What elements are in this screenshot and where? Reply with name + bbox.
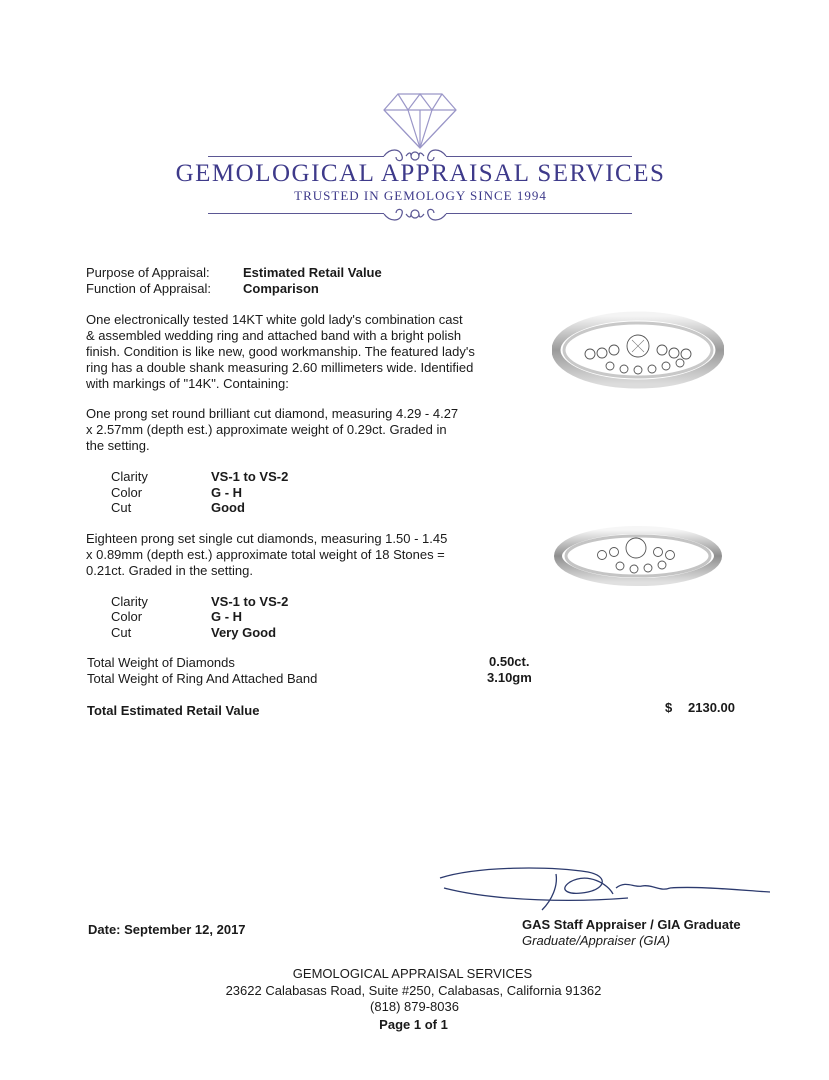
header-rule-top-right [446, 156, 632, 157]
side-clarity-label: Clarity [111, 594, 148, 609]
footer-company: GEMOLOGICAL APPRAISAL SERVICES [292, 966, 533, 981]
currency-symbol: $ [665, 700, 673, 715]
footer-phone: (818) 879-8036 [370, 999, 459, 1014]
center-cut-label: Cut [111, 500, 132, 515]
side-color-value: G - H [211, 609, 243, 624]
ring-photo-bottom [554, 522, 722, 593]
date: Date: September 12, 2017 [88, 922, 246, 937]
side-stones-line: Eighteen prong set single cut diamonds, measuring 1.50 - 1.45 [86, 531, 448, 546]
center-stone-description [86, 406, 506, 454]
header-rule-bottom-left [208, 213, 384, 214]
center-clarity-label: Clarity [111, 469, 148, 484]
center-stone-line: the setting. [86, 438, 150, 453]
total-ring-label: Total Weight of Ring And Attached Band [87, 671, 318, 686]
side-clarity-value: VS-1 to VS-2 [211, 594, 289, 609]
description-line: & assembled wedding ring and attached band with a bright polish [86, 328, 462, 343]
flourish-bottom-icon [380, 204, 450, 229]
total-retail-label: Total Estimated Retail Value [87, 703, 260, 718]
purpose-value: Estimated Retail Value [243, 265, 382, 280]
footer-address: 23622 Calabasas Road, Suite #250, Calabasas, California 91362 [225, 983, 602, 998]
signature-graphic [438, 858, 774, 919]
description-line: ring has a double shank measuring 2.60 millimeters wide. Identified [86, 360, 474, 375]
total-retail-value: 2130.00 [688, 700, 735, 715]
function-value: Comparison [243, 281, 319, 296]
company-tagline: TRUSTED IN GEMOLOGY SINCE 1994 [294, 188, 547, 203]
center-cut-value: Good [211, 500, 245, 515]
side-stones-line: x 0.89mm (depth est.) approximate total weight of 18 Stones = [86, 547, 445, 562]
header-rule-bottom-right [446, 213, 632, 214]
side-cut-value: Very Good [211, 625, 277, 640]
center-color-label: Color [111, 485, 143, 500]
center-stone-line: One prong set round brilliant cut diamond, measuring 4.29 - 4.27 [86, 406, 459, 421]
description [86, 312, 506, 392]
company-name: GEMOLOGICAL APPRAISAL SERVICES [175, 160, 666, 187]
total-ring-value: 3.10gm [487, 670, 532, 685]
center-clarity-value: VS-1 to VS-2 [211, 469, 289, 484]
description-line: with markings of "14K". Containing: [86, 376, 289, 391]
signer-subtitle: Graduate/Appraiser (GIA) [522, 933, 671, 948]
total-diamonds-label: Total Weight of Diamonds [87, 655, 235, 670]
header-rule-top-left [208, 156, 384, 157]
side-stones-description [86, 531, 506, 579]
signer-title: GAS Staff Appraiser / GIA Graduate [522, 917, 741, 932]
total-diamonds-value: 0.50ct. [489, 654, 530, 669]
description-line: One electronically tested 14KT white gold lady's combination cast [86, 312, 463, 327]
center-stone-line: x 2.57mm (depth est.) approximate weight of 0.29ct. Graded in [86, 422, 447, 437]
side-color-label: Color [111, 609, 143, 624]
description-line: finish. Condition is like new, good workmanship. The featured lady's [86, 344, 475, 359]
side-cut-label: Cut [111, 625, 132, 640]
page-number: Page 1 of 1 [379, 1017, 448, 1032]
side-stones-line: 0.21ct. Graded in the setting. [86, 563, 253, 578]
function-label: Function of Appraisal: [86, 281, 212, 296]
ring-photo-top [552, 306, 724, 401]
purpose-label: Purpose of Appraisal: [86, 265, 210, 280]
center-color-value: G - H [211, 485, 243, 500]
